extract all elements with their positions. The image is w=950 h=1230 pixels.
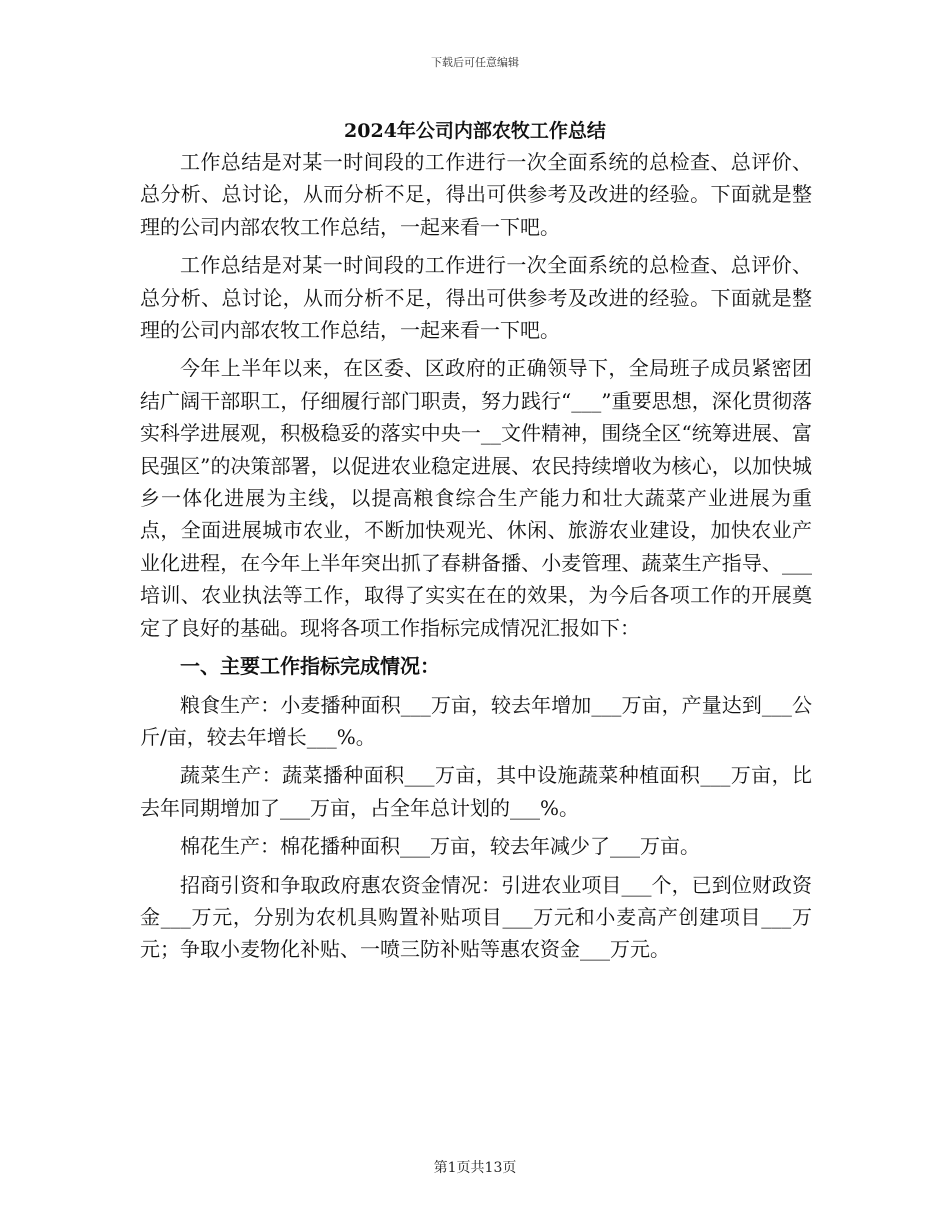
overview-paragraph: 今年上半年以来，在区委、区政府的正确领导下，全局班子成员紧密团结广阔干部职工，仔细履行部门职责，努力践行“___”重要思想，深化贯彻落实科学进展观，积极稳妥的落实中央一__文件精神，围绕全区“统筹进展、富民强区”的决策部署，以促进农业稳定进展、农民持续增收为核心，以加快城乡一体化进展为主线，以提高粮食综合生产能力和壮大蔬菜产业进展为重点，全面进展城市农业，不断加快观光、休闲、旅游农业建设，加快农业产业化进程，在今年上半年突出抓了春耕备播、小麦管理、蔬菜生产指导、___培训、农业执法等工作，取得了实实在在的效果，为今后各项工作的开展奠定了良好的基础。现将各项工作指标完成情况汇报如下： bbox=[140, 356, 812, 640]
grain-production-paragraph: 粮食生产：小麦播种面积___万亩，较去年增加___万亩，产量达到___公斤/亩，较去年增长___%。 bbox=[140, 692, 812, 749]
cotton-production-paragraph: 棉花生产：棉花播种面积___万亩，较去年减少了___万亩。 bbox=[180, 834, 700, 859]
investment-funds-paragraph: 招商引资和争取政府惠农资金情况：引进农业项目___个，已到位财政资金___万元，分别为农机具购置补贴项目___万元和小麦高产创建项目___万元；争取小麦物化补贴、一喷三防补贴等惠农资金___万元。 bbox=[140, 872, 812, 962]
vegetable-production-paragraph: 蔬菜生产：蔬菜播种面积___万亩，其中设施蔬菜种植面积___万亩，比去年同期增加了___万亩，占全年总计划的___%。 bbox=[140, 763, 812, 820]
section-heading: 一、主要工作指标完成情况： bbox=[180, 654, 440, 679]
page-number-footer: 第1页共13页 bbox=[433, 1160, 517, 1176]
header-note: 下载后可任意编辑 bbox=[431, 56, 519, 69]
intro-paragraph-repeat: 工作总结是对某一时间段的工作进行一次全面系统的总检查、总评价、总分析、总讨论，从而分析不足，得出可供参考及改进的经验。下面就是整理的公司内部农牧工作总结，一起来看一下吧。 bbox=[140, 253, 812, 343]
intro-paragraph: 工作总结是对某一时间段的工作进行一次全面系统的总检查、总评价、总分析、总讨论，从而分析不足，得出可供参考及改进的经验。下面就是整理的公司内部农牧工作总结，一起来看一下吧。 bbox=[140, 150, 812, 239]
document-body bbox=[140, 146, 812, 966]
document-title: 2024年公司内部农牧工作总结 bbox=[344, 120, 606, 142]
